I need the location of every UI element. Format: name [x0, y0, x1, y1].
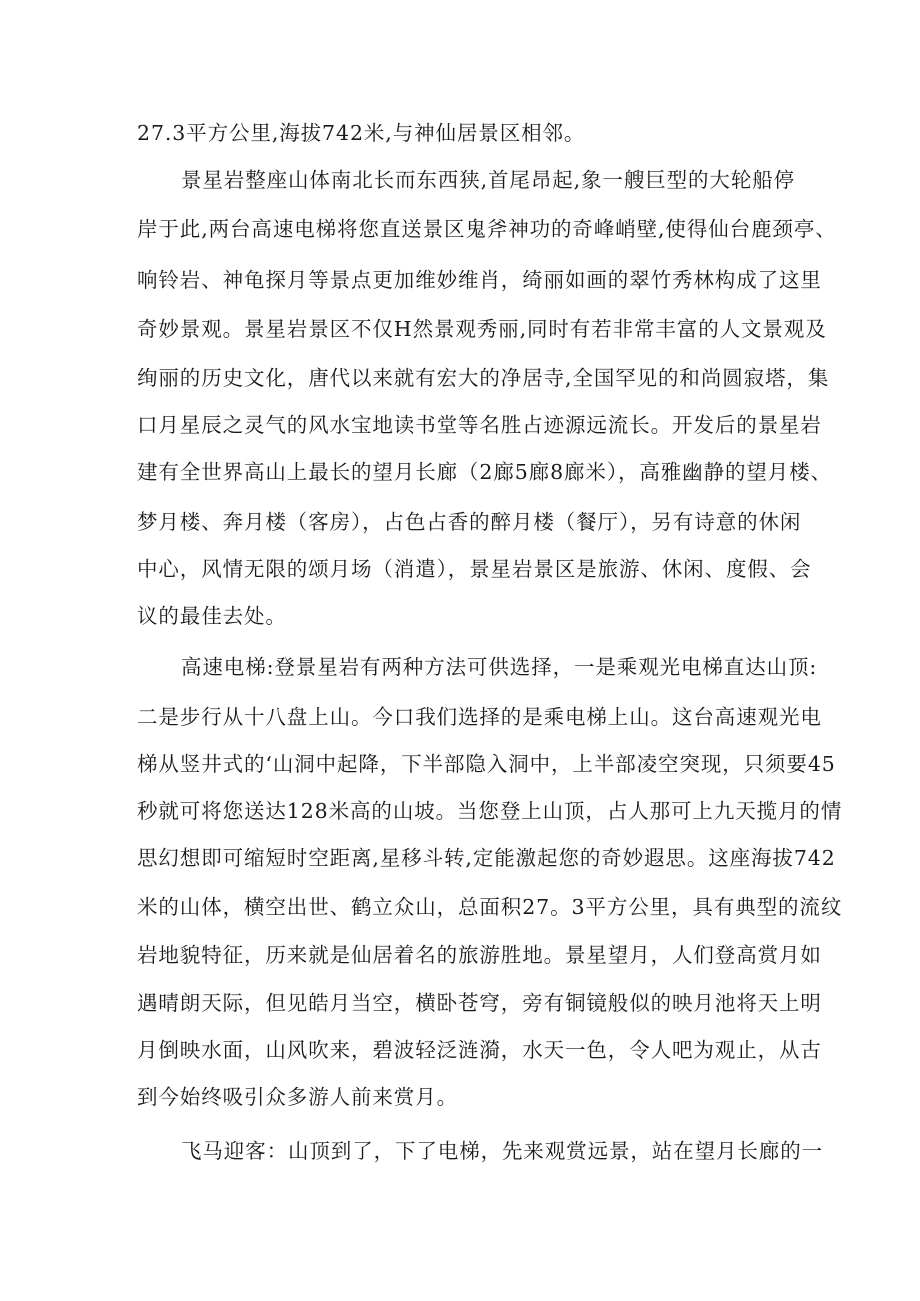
text-line: 梦月楼、奔月楼（客房），占色占香的醉月楼（餐厅），另有诗意的休闲 [137, 510, 802, 534]
text-line: 秒就可将您送达128米高的山坡。当您登上山顶，占人那可上九天揽月的情 [137, 799, 843, 823]
text-line: 思幻想即可缩短时空距离,星移斗转,定能激起您的奇妙遐思。这座海拔742 [137, 846, 836, 870]
text-line: 到今始终吸引众多游人前来赏月。 [137, 1085, 458, 1109]
text-line: 奇妙景观。景星岩景区不仅H然景观秀丽,同时有若非常丰富的人文景观及 [137, 317, 827, 341]
text-line: 口月星辰之灵气的风水宝地读书堂等名胜占迹源远流长。开发后的景星岩 [137, 413, 822, 437]
text-line: 响铃岩、神龟探月等景点更加维妙维肖，绮丽如画的翠竹秀林构成了这里 [137, 268, 822, 292]
text-line: 27.3平方公里,海拔742米,与神仙居景区相邻。 [137, 121, 586, 145]
text-line: 二是步行从十八盘上山。今口我们选择的是乘电梯上山。这台高速观光电 [137, 705, 822, 729]
text-line: 中心，风情无限的颂月场（消遣），景星岩景区是旅游、休闲、度假、会 [137, 557, 812, 581]
text-line: 遇晴朗天际，但见皓月当空，横卧苍穹，旁有铜镜般似的映月池将天上明 [137, 991, 822, 1015]
text-line: 米的山体，横空出世、鹤立众山，总面积27。3平方公里，具有典型的流纹 [137, 895, 843, 919]
text-line: 议的最佳去处。 [137, 604, 287, 628]
text-line: 绚丽的历史文化，唐代以来就有宏大的净居寺,全国罕见的和尚圆寂塔，集 [137, 366, 830, 390]
text-line: 月倒映水面，山风吹来，碧波轻泛涟漪，水天一色，令人吧为观止，从古 [137, 1038, 822, 1062]
text-line: 岩地貌特征，历来就是仙居着名的旅游胜地。景星望月，人们登高赏月如 [137, 943, 822, 967]
paragraph-start-line: 高速电梯:登景星岩有两种方法可供选择，一是乘观光电梯直达山顶: [181, 655, 818, 679]
paragraph-start-line: 飞马迎客：山顶到了，下了电梯，先来观赏远景，站在望月长廊的一 [181, 1139, 823, 1163]
text-line: 岸于此,两台高速电梯将您直送景区鬼斧神功的奇峰峭壁,使得仙台鹿颈亭、 [137, 217, 837, 241]
text-line: 建有全世界高山上最长的望月长廊（2廊5廊8廊米），高雅幽静的望月楼、 [137, 460, 832, 484]
paragraph-start-line: 景星岩整座山体南北长而东西狭,首尾昂起,象一艘巨型的大轮船停 [181, 168, 796, 192]
text-line: 梯从竖井式的‘山洞中起降，下半部隐入洞中，上半部凌空突现，只须要45 [137, 752, 836, 776]
